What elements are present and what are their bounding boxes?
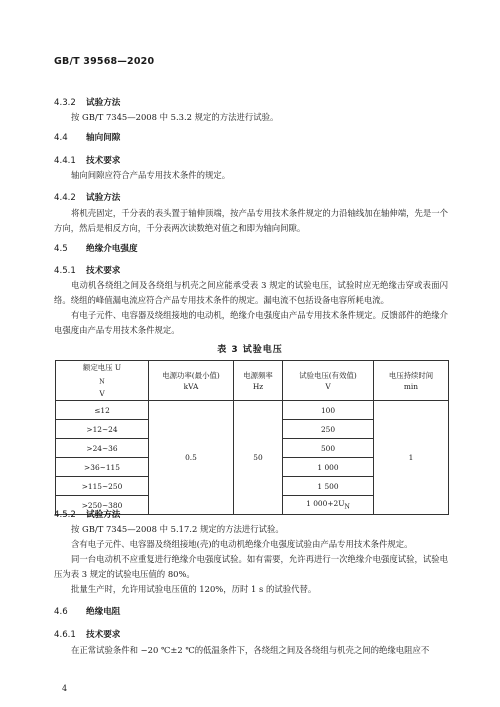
header-text: 电源功率(最小值) <box>162 370 220 380</box>
cell-text: 1 000+2U <box>306 499 345 509</box>
section-heading <box>54 191 120 203</box>
paragraph: 轴向间隙应符合产品专用技术条件的规定。 <box>71 170 231 180</box>
header-text: 电源频率 <box>243 370 273 380</box>
header-unit: kVA <box>183 381 199 391</box>
section-heading <box>54 131 120 143</box>
section-title: 绝缘介电强度 <box>86 244 138 254</box>
section-title: 绝缘电阻 <box>86 607 121 617</box>
section-number: 4.5.2 <box>54 510 76 520</box>
section-title: 技术要求 <box>86 266 121 276</box>
cell-test-voltage: 1 000 <box>283 458 374 477</box>
page-number: 4 <box>62 684 68 693</box>
section-number: 4.5 <box>54 244 68 254</box>
header-unit: min <box>403 381 419 391</box>
section-heading <box>54 628 120 640</box>
section-heading <box>54 605 120 617</box>
cell-rated-voltage: >12~24 <box>56 420 149 439</box>
section-title: 试验方法 <box>86 510 121 520</box>
standard-code: GB/T 39568—2020 <box>54 56 155 67</box>
section-number: 4.4.1 <box>54 156 76 166</box>
cell-test-voltage: 500 <box>283 439 374 458</box>
cell-test-voltage: 250 <box>283 420 374 439</box>
paragraph: 同一台电动机不应重复进行绝缘介电强度试验。如有需要，允许再进行一次绝缘介电强度试验，试验电压为表 3 规定的试验电压值的 80%。 <box>54 554 448 579</box>
section-number: 4.6 <box>54 607 68 617</box>
cell-rated-voltage: ≤12 <box>56 401 149 420</box>
cell-test-voltage: 1 500 <box>283 477 374 496</box>
header-unit: V <box>99 388 105 398</box>
section-heading <box>54 154 120 166</box>
paragraph: 批量生产时，允许用试验电压值的 120%，历时 1 s 的试验代替。 <box>71 584 317 594</box>
cell-rated-voltage: >36~115 <box>56 458 149 477</box>
paragraph: 按 GB/T 7345—2008 中 5.3.2 规定的方法进行试验。 <box>71 112 279 122</box>
paragraph: 将机壳固定，千分表的表头置于轴伸顶端，按产品专用技术条件规定的力沿轴线加在轴伸端，先是一个方向，然后是相反方向，千分表两次读数绝对值之和即为轴向间隙。 <box>54 208 448 233</box>
header-test-voltage <box>283 361 374 401</box>
section-heading <box>54 242 138 254</box>
cell-power: 0.5 <box>149 401 234 515</box>
test-voltage-table <box>55 360 449 515</box>
section-title: 试验方法 <box>86 98 121 108</box>
paragraph: 电动机各绕组之间及各绕组与机壳之间应能承受表 3 规定的试验电压，试验时应无绝缘击穿或表面闪络。绕组的峰值漏电流应符合产品专用技术条件的规定。漏电流不包括设备电容所耗电流。 <box>54 280 448 305</box>
cell-frequency: 50 <box>234 401 283 515</box>
section-number: 4.4.2 <box>54 193 76 203</box>
section-number: 4.4 <box>54 133 68 143</box>
header-text: 电压持续时间 <box>388 370 434 380</box>
cell-test-voltage: 1 $000+2U_N$ <box>283 496 374 515</box>
section-heading <box>54 264 120 276</box>
section-number: 4.3.2 <box>54 98 76 108</box>
cell-rated-voltage: >24~36 <box>56 439 149 458</box>
paragraph: 含有电子元件、电容器及绕组接地(壳)的电动机绝缘介电强度试验由产品专用技术条件规定。 <box>71 539 413 549</box>
section-title: 技术要求 <box>86 630 121 640</box>
cell-duration: 1 <box>374 401 449 515</box>
table-caption: 表 3 试验电压 <box>217 345 283 355</box>
cell-rated-voltage: >115~250 <box>56 477 149 496</box>
header-unit: V <box>325 381 331 391</box>
header-duration <box>374 361 449 401</box>
section-title: 技术要求 <box>86 156 121 166</box>
table-header-row <box>56 361 449 401</box>
section-heading <box>54 96 120 108</box>
cell-rated-voltage: >250~380 <box>56 496 149 515</box>
section-title: 轴向间隙 <box>86 133 121 143</box>
paragraph: 按 GB/T 7345—2008 中 5.17.2 规定的方法进行试验。 <box>71 524 284 534</box>
header-text: 额定电压 U <box>82 363 122 373</box>
paragraph: 有电子元件、电容器及绕组接地的电动机，绝缘介电强度由产品专用技术条件规定。反馈部件的绝缘介电强度由产品专用技术条件规定。 <box>54 310 448 335</box>
section-heading <box>54 508 120 520</box>
section-title: 试验方法 <box>86 193 121 203</box>
header-frequency <box>234 361 283 401</box>
table-row <box>56 401 449 420</box>
section-number: 4.5.1 <box>54 266 76 276</box>
header-rated-voltage: 额定电压 U $_N$ V <box>56 361 149 401</box>
header-unit: Hz <box>252 381 264 391</box>
paragraph: 在正常试验条件和 −20 ℃±2 ℃的低温条件下，各绕组之间及各绕组与机壳之间的绝缘电阻应不 <box>71 645 430 655</box>
section-number: 4.6.1 <box>54 630 76 640</box>
cell-test-voltage: 100 <box>283 401 374 420</box>
header-power <box>149 361 234 401</box>
header-text: 试验电压(有效值) <box>299 370 357 380</box>
